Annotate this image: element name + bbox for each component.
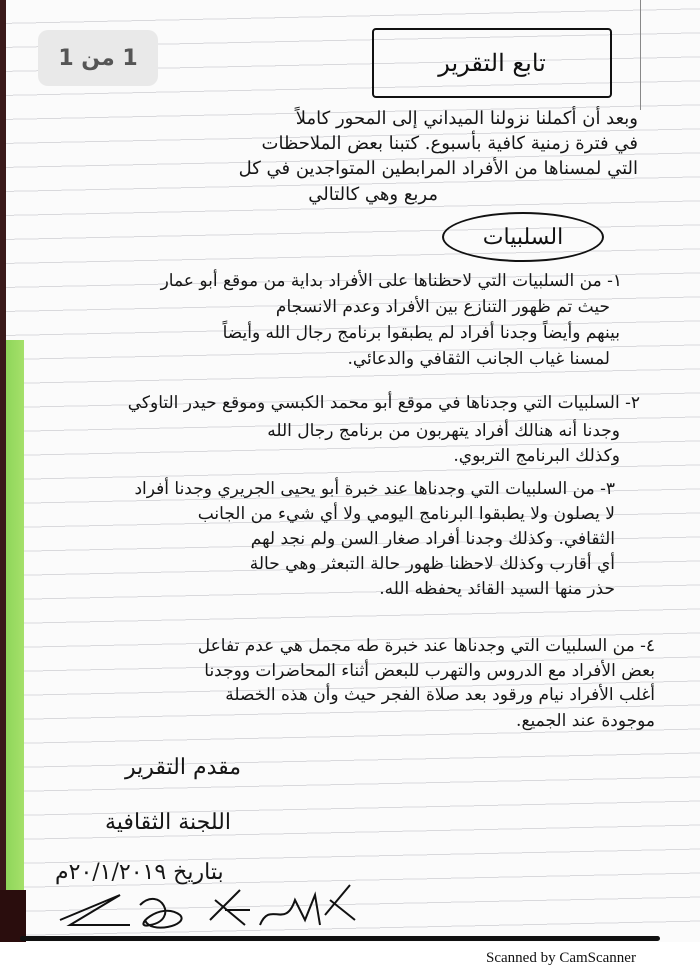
item-line: وكذلك البرنامج التربوي.	[453, 446, 620, 466]
margin-line	[640, 0, 641, 110]
item-line: حيث تم ظهور التنازع بين الأفراد وعدم الانسجام	[275, 297, 610, 317]
intro-line: مربع وهي كالتالي	[308, 184, 438, 205]
page-edge	[0, 0, 6, 340]
scanner-watermark: Scanned by CamScanner	[486, 950, 636, 966]
intro-line: وبعد أن أكملنا نزولنا الميداني إلى المحور كاملاً	[295, 108, 638, 129]
item-line: أغلب الأفراد نيام ورقود بعد صلاة الفجر حيث وأن هذه الخصلة	[225, 685, 655, 705]
item-line: أي أقارب وكذلك لاحظنا ظهور حالة التبعثر وهي حالة	[249, 554, 615, 574]
intro-line: في فترة زمنية كافية بأسبوع. كتبنا بعض الملاحظات	[261, 133, 638, 154]
item-line: حذر منها السيد القائد يحفظه الله.	[379, 579, 615, 599]
item-line: ٣- من السلبيات التي وجدناها عند خبرة أبو يحيى الجريري وجدنا أفراد	[134, 479, 615, 499]
document-title: تابع التقرير	[372, 28, 612, 98]
item-line: لمسنا غياب الجانب الثقافي والدعائي.	[347, 349, 610, 369]
item-line: ٤- من السلبيات التي وجدناها عند خبرة طه مجمل هي عدم تفاعل	[197, 636, 655, 656]
handwritten-signatures	[50, 880, 360, 940]
item-line: وجدنا أنه هنالك أفراد يتهربون من برنامج رجال الله	[267, 421, 620, 441]
intro-line: التي لمسناها من الأفراد المرابطين المتواجدين في كل	[238, 158, 638, 179]
item-line: بعض الأفراد مع الدروس والتهرب للبعض أثناء المحاضرات ووجدنا	[204, 661, 655, 681]
item-line: لا يصلون ولا يطبقوا البرنامج اليومي ولا أي شيء من الجانب	[197, 504, 615, 524]
item-line: موجودة عند الجميع.	[516, 711, 655, 731]
page-edge-dark	[0, 890, 26, 942]
committee-name: اللجنة الثقافية	[105, 810, 231, 835]
report-date: بتاريخ ٢٠/١/٢٠١٩م	[55, 860, 224, 885]
item-line: الثقافي. وكذلك وجدنا أفراد صغار السن ولم نجد لهم	[250, 529, 615, 549]
page-edge-green	[0, 340, 24, 890]
report-presenter-label: مقدم التقرير	[125, 755, 242, 780]
section-heading: السلبيات	[442, 212, 604, 262]
item-line: ١- من السلبيات التي لاحظناها على الأفراد بداية من موقع أبو عمار	[160, 271, 622, 291]
item-line: ٢- السلبيات التي وجدناها في موقع أبو محمد الكبسي وموقع حيدر التاوكي	[127, 393, 640, 413]
page-count-badge: 1 من 1	[38, 30, 158, 86]
item-line: بينهم وأيضاً وجدنا أفراد لم يطبقوا برنامج رجال الله وأيضاً	[222, 323, 620, 343]
